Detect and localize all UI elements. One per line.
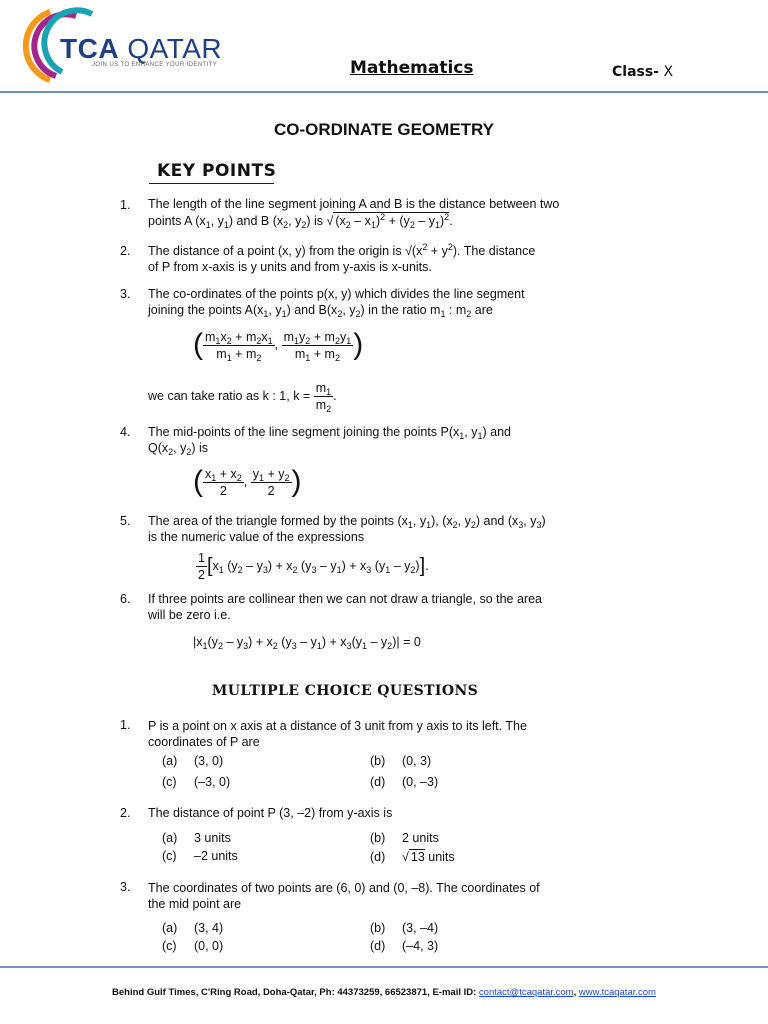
mcq-1-option-c[interactable]: (c) (–3, 0) xyxy=(162,775,231,789)
email-link[interactable]: contact@tcaqatar.com xyxy=(478,987,574,998)
class-label: Class- X xyxy=(612,64,674,80)
mcq-heading: MULTIPLE CHOICE QUESTIONS xyxy=(211,683,479,699)
mcq-2-question: The distance of point P (3, –2) from y-axis is xyxy=(148,806,393,820)
key-point-3-number: 3. xyxy=(120,287,131,301)
mcq-2-option-a[interactable]: (a) 3 units xyxy=(162,831,231,845)
mcq-3-number: 3. xyxy=(120,880,131,894)
mcq-2-option-c[interactable]: (c) –2 units xyxy=(162,849,238,863)
footer-contact: Behind Gulf Times, C'Ring Road, Doha-Qatar, Ph: 44373259, 66523871, E-mail ID: contact@tcaqatar.com, www.tcaqatar.com xyxy=(112,987,656,998)
mcq-3-question: The coordinates of two points are (6, 0) and (0, –8). The coordinates of the mid point are xyxy=(148,881,540,911)
mcq-1-option-d[interactable]: (d) (0, –3) xyxy=(370,775,439,789)
key-points-heading: KEY POINTS xyxy=(157,161,277,181)
footer-divider xyxy=(0,966,768,968)
subject-title: Mathematics xyxy=(350,58,474,78)
key-point-4-number: 4. xyxy=(120,425,131,439)
chapter-title: CO-ORDINATE GEOMETRY xyxy=(273,120,495,139)
mcq-3-option-c[interactable]: (c) (0, 0) xyxy=(162,939,224,953)
key-point-2: The distance of a point (x, y) from the origin is $√(x^2 + y^2)$. The distance of P from x-axis is y units and from y-axis is x-units. xyxy=(148,242,536,274)
key-point-1: The length of the line segment joining A and B is the distance between two points A ($x_1$, $y_1$) and B ($x_2$, $y_2$) is √ $(x_2 - x_1)^2 + (y_2 - y_1)^2$. xyxy=(148,197,560,230)
ratio-k-formula: we can take ratio as k : 1, k = $\frac{m_1}{m_2}$ . xyxy=(148,381,337,414)
key-point-5: The area of the triangle formed by the points ($x_1$, $y_1$), ($x_2$, $y_2$) and ($x_3$, $y_3$) is the numeric value of the expressions xyxy=(148,514,546,544)
section-formula: ( $\frac{m_1x_2 + m_2x_1}{m_1 + m_2}$ , $\frac{m_1y_2 + m_2y_1}{m_1 + m_2}$ ) xyxy=(193,328,364,363)
collinear-formula: $|x_1(y_2 - y_3) + x_2$ $(y_3 - y_1) + x_3(y_1 - y_2)| = 0$ xyxy=(193,635,421,651)
mcq-1-question: P is a point on x axis at a distance of 3 unit from y axis to its left. The coordinates of P are xyxy=(148,719,527,749)
header-divider xyxy=(0,91,768,93)
mcq-3-option-a[interactable]: (a) (3, 4) xyxy=(162,921,224,935)
key-point-4: The mid-points of the line segment joining the points $P(x_1$, $y_1$) and $Q(x_2$, $y_2$) is xyxy=(148,425,512,457)
key-point-3: The co-ordinates of the points p(x, y) which divides the line segment joining the points $A(x_1$, $y_1$) and $B(x_2$, $y_2$) in the ratio $m_1$ : $m_2$ are xyxy=(148,287,525,319)
mcq-3-option-b[interactable]: (b) (3, –4) xyxy=(370,921,439,935)
mcq-1-number: 1. xyxy=(120,718,131,732)
key-point-6: If three points are collinear then we can not draw a triangle, so the area will be zero i.e. xyxy=(148,592,542,622)
key-points-underline xyxy=(149,183,274,184)
key-point-6-number: 6. xyxy=(120,592,131,606)
area-formula: $\frac{1}{2}$ [$x_1$ $(y_2 - y_3) + x_2$ $(y_3 - y_1) + x_3$ $(y_1 - y_2)$]. xyxy=(198,551,429,582)
mcq-1-option-a[interactable]: (a) (3, 0) xyxy=(162,754,224,768)
mcq-2-number: 2. xyxy=(120,806,131,820)
logo-text: TCA QATAR xyxy=(60,33,223,64)
key-point-5-number: 5. xyxy=(120,514,131,528)
logo-tagline: JOIN US TO ENHANCE YOUR IDENTITY xyxy=(92,62,218,68)
mcq-1-option-b[interactable]: (b) (0, 3) xyxy=(370,754,432,768)
mcq-2-option-b[interactable]: (b) 2 units xyxy=(370,831,439,845)
mcq-2-option-d[interactable]: (d) √ 13 units xyxy=(370,850,455,864)
midpoint-formula: ( $\frac{x_1 + x_2}{2}$ , $\frac{y_1 + y_2}{2}$ ) xyxy=(193,465,302,498)
mcq-3-option-d[interactable]: (d) (–4, 3) xyxy=(370,939,439,953)
key-point-2-number: 2. xyxy=(120,244,131,258)
website-link[interactable]: www.tcaqatar.com xyxy=(578,987,656,998)
key-point-1-number: 1. xyxy=(120,198,131,212)
